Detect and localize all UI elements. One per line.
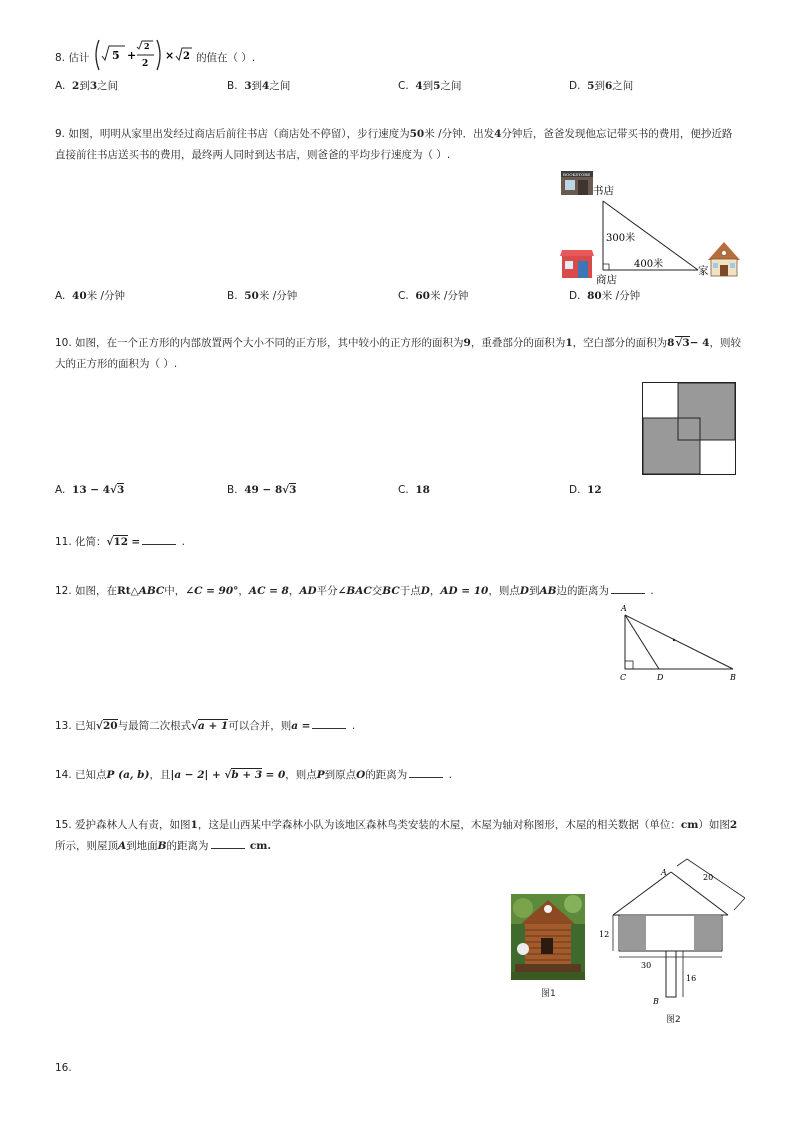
fig2-caption: 图2 (666, 1015, 681, 1025)
q9-label-400: 400米 (634, 259, 664, 270)
q10-option-c[interactable]: C. 18 (398, 484, 430, 496)
q9-option-c[interactable]: C. 60米 /分钟 (398, 290, 469, 302)
q15-answer-blank[interactable] (211, 838, 245, 849)
birdhouse-photo (511, 894, 585, 980)
q8-option-d[interactable]: D. 5到6之间 (569, 80, 634, 92)
shop-icon (560, 250, 594, 278)
q15-dim-height: 12 (599, 930, 610, 939)
svg-text:5: 5 (111, 49, 120, 62)
q12-label-a: A (621, 604, 627, 613)
q9-option-b[interactable]: B. 50米 /分钟 (227, 290, 298, 302)
svg-text:+: + (126, 49, 136, 62)
q10-option-b[interactable]: B. 49 − 8√3 (227, 484, 297, 496)
q9-label-bookstore: 书店 (593, 185, 614, 197)
q8-option-c[interactable]: C. 4到5之间 (398, 80, 462, 92)
q15-label-b: B (653, 997, 659, 1006)
q9-option-d[interactable]: D. 80米 /分钟 (569, 290, 641, 302)
q8-pre: 估计 (68, 52, 90, 64)
q8-option-b[interactable]: B. 3到4之间 (227, 80, 291, 92)
q10-stem: 10. 如图，在一个正方形的内部放置两个大小不同的正方形，其中较小的正方形的面积为9，重叠部分的面积为1，空白部分的面积为8√3− 4，则较 大的正方形的面积为（ ）. (55, 337, 741, 370)
q14-answer-blank[interactable] (409, 767, 443, 778)
q8-option-a[interactable]: A. 2到3之间 (55, 80, 119, 92)
q12-answer-blank[interactable] (611, 583, 645, 594)
q15-label-a: A (661, 868, 667, 877)
q15-dim-pole: 16 (686, 974, 697, 983)
q15-figure (599, 858, 753, 1018)
q12-label-d: D (657, 673, 664, 682)
q12-stem: 12. 如图，在Rt△ABC中，∠C = 90°，AC = 8，AD平分∠BAC交BC于点D，AD = 10，则点D到AB边的距离为 . (55, 585, 654, 597)
svg-text:×: × (164, 49, 174, 62)
q13-answer-blank[interactable] (312, 718, 346, 729)
q15-stem: 15. 爱护森林人人有责，如图1，这是山西某中学森林小队为该地区森林鸟类安装的木屋，木屋为轴对称图形，木屋的相关数据（单位：cm）如图2 所示，则屋顶A到地面B的距离为 cm. (55, 819, 738, 852)
q8-post: 的值在（ ）. (196, 52, 256, 64)
q8-stem (55, 41, 256, 70)
q11-stem: 11. 化简：√12 = . (55, 536, 185, 548)
fig1-caption: 图1 (541, 989, 556, 999)
svg-text:2: 2 (141, 59, 148, 69)
svg-text:2: 2 (143, 41, 150, 51)
bookstore-icon (561, 171, 593, 195)
q10-option-a[interactable]: A. 13 − 4√3 (55, 484, 125, 496)
q9-option-a[interactable]: A. 40米 /分钟 (55, 290, 126, 302)
q8-number: 8. (55, 52, 66, 64)
q9-label-home: 家 (698, 265, 709, 277)
q12-label-b: B (730, 673, 736, 682)
q9-label-shop: 商店 (596, 274, 617, 286)
q9-figure (556, 168, 746, 288)
q12-figure (615, 603, 745, 683)
bookstore-sign: BOOKSTORE (563, 172, 591, 177)
q14-stem: 14. 已知点P (a, b)，且|a − 2| + √b + 3 = 0，则点P到原点O的距离为 . (55, 769, 452, 781)
q12-label-c: C (620, 673, 627, 682)
q15-dim-width: 30 (641, 961, 652, 970)
q11-answer-blank[interactable] (142, 534, 176, 545)
house-icon (708, 242, 740, 276)
svg-text:2: 2 (182, 51, 190, 62)
q9-label-300: 300米 (606, 233, 636, 244)
q10-figure (642, 382, 738, 476)
q15-dim-slant: 20 (703, 873, 714, 882)
q16-number: 16. (55, 1062, 72, 1074)
q13-stem: 13. 已知√20与最简二次根式√a + 1可以合并，则a = . (55, 720, 356, 732)
q9-stem: 9. 如图，明明从家里出发经过商店后前往书店（商店处不停留），步行速度为50米 /分钟．出发4分钟后，爸爸发现他忘记带买书的费用，便抄近路 直接前往书店送买书的费用，最终两人同时到达书店，则爸爸的平均步行速度为（ ）. (55, 128, 733, 161)
q10-option-d[interactable]: D. 12 (569, 484, 602, 496)
q8-expression (93, 38, 193, 72)
